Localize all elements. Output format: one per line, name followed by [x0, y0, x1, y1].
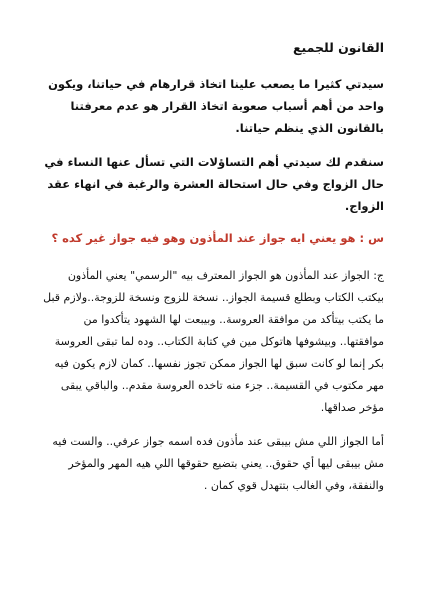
question-heading: س : هو يعني ايه جواز عند المأذون وهو فيه جواز غير كده ؟: [51, 231, 384, 245]
intro-paragraph: سيدتي كثيرا ما يصعب علينا اتخاذ قرارهام في حياتنا، ويكون واحد من أهم أسباب صعوبة اتخاذ القرار هو عدم معرفتنا بالقانون الذي ينظم حياتنا.: [48, 77, 384, 135]
document-title: القانون للجميع: [292, 40, 384, 55]
intro-paragraph: سنقدم لك سيدتي أهم التساؤلات التي تسأل عنها النساء في حال الزواج وفي حال استحالة العشرة والرغبة في انهاء عقد الزواج.: [44, 155, 384, 213]
answer-paragraph: أما الجواز اللي مش بيبقى عند مأذون فده اسمه جواز عرفي.. والست فيه مش بيبقى ليها أي حقوق.. يعني بتضيع حقوقها اللي هيه المهر والمؤخر والنفقة، وفي الغالب بتتهدل قوي كمان .: [52, 435, 384, 492]
answer-paragraph: ج: الجواز عند المأذون هو الجواز المعترف بيه "الرسمي" يعني المأذون بيكتب الكتاب وبطلع قسيمة الجواز.. نسخة للزوج ونسخة للزوجة..ولازم قبل ما يكتب بيتأكد من موافقة العروسة.. وبيبعت لها الشهود يتأكدوا من موافقتها.. وبيشوفها هاتوكل مين في كتابة الكتاب.. وده لما تبقى العروسة بكر إنما لو كانت سبق لها الجواز ممكن تجوز نفسها.. كمان لازم يكون فيه مهر مكتوب في القسيمة.. جزء منه تاخده العروسة مقدم.. والباقي يبقى مؤخر صداقها.: [43, 269, 384, 414]
